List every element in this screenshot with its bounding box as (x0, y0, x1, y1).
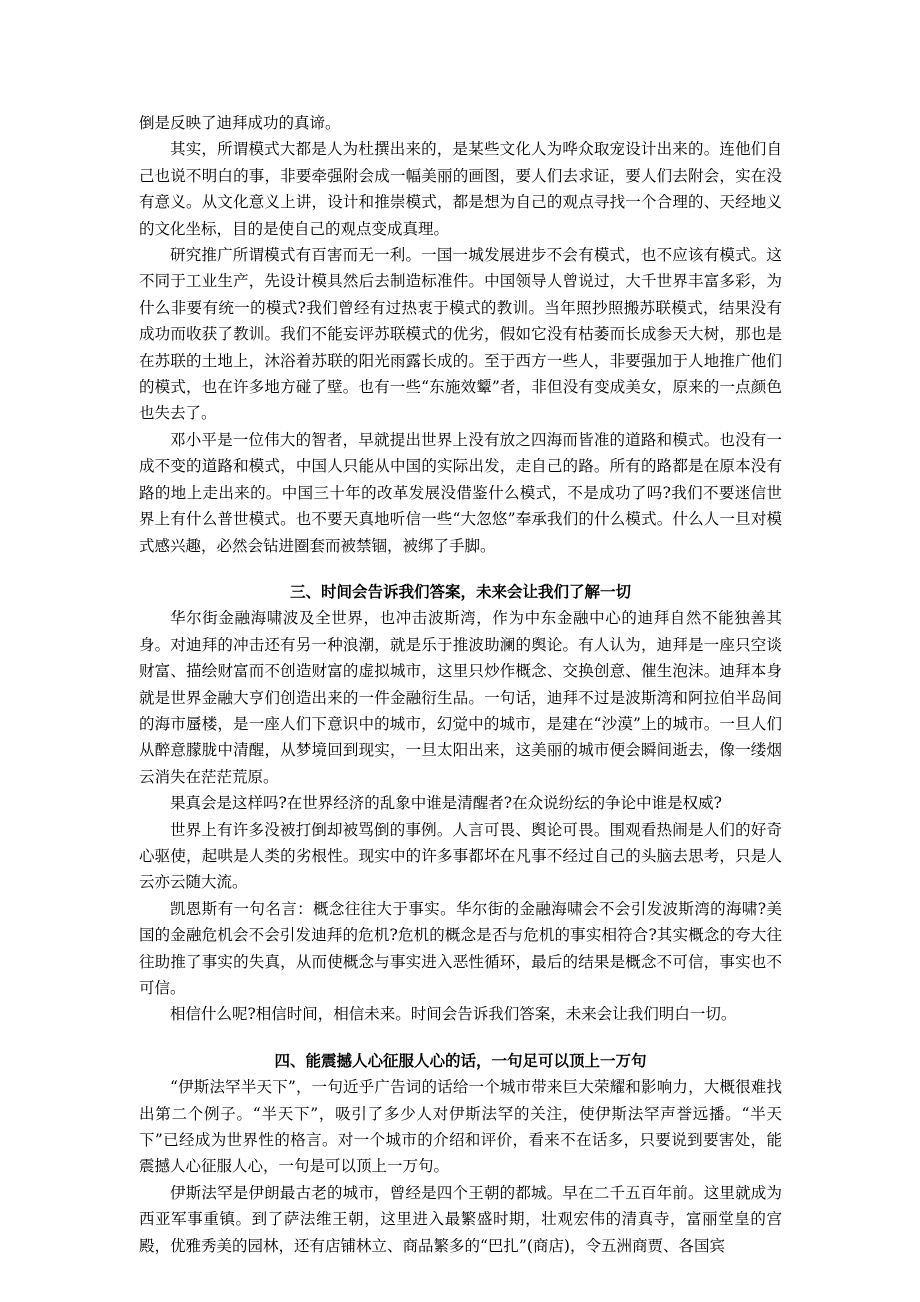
paragraph: “伊斯法罕半天下”，一句近乎广告词的话给一个城市带来巨大荣耀和影响力，大概很难找出第二个例子。“半天下”，吸引了多少人对伊斯法罕的关注，使伊斯法罕声誉远播。“半天下”已经成为世界性的格言。对一个城市的介绍和评价，看来不在话多，只要说到要害处，能震撼人心征服人心，一句是可以顶上一万句。 (139, 1078, 782, 1176)
section-heading: 四、能震撼人心征服人心的话，一句足可以顶上一万句 (274, 1050, 647, 1070)
paragraph: 凯恩斯有一句名言：概念往往大于事实。华尔街的金融海啸会不会引发波斯湾的海啸?美国的金融危机会不会引发迪拜的危机?危机的概念是否与危机的事实相符合?其实概念的夸大往往助推了事实的失真，从而使概念与事实进入恶性循环，最后的结果是概念不可信，事实也不可信。 (139, 899, 782, 997)
paragraph: 邓小平是一位伟大的智者，早就提出世界上没有放之四海而皆准的道路和模式。也没有一成不变的道路和模式，中国人只能从中国的实际出发，走自己的路。所有的路都是在原本没有路的地上走出来的。中国三十年的改革发展没借鉴什么模式，不是成功了吗?我们不要迷信世界上有什么普世模式。也不要天真地听信一些“大忽悠”奉承我们的什么模式。什么人一旦对模式感兴趣，必然会钻进圈套而被禁锢，被绑了手脚。 (139, 430, 782, 555)
paragraph: 世界上有许多没被打倒却被骂倒的事例。人言可畏、舆论可畏。围观看热闹是人们的好奇心驱使，起哄是人类的劣根性。现实中的许多事都坏在凡事不经过自己的头脑去思考，只是人云亦云随大流。 (139, 820, 782, 892)
section-heading: 三、时间会告诉我们答案，未来会让我们了解一切 (289, 581, 631, 601)
paragraph-continuation: 倒是反映了迪拜成功的真谛。 (139, 114, 341, 132)
paragraph: 果真会是这样吗?在世界经济的乱象中谁是清醒者?在众说纷纭的争论中谁是权威? (170, 794, 722, 813)
paragraph: 华尔街金融海啸波及全世界，也冲击波斯湾，作为中东金融中心的迪拜自然不能独善其身。对迪拜的冲击还有另一种浪潮，就是乐于推波助澜的舆论。有人认为，迪拜是一座只空谈财富、描绘财富而不创造财富的虚拟城市，这里只炒作概念、交换创意、催生泡沫。迪拜本身就是世界金融大亨们创造出来的一件金融衍生品。一句话，迪拜不过是波斯湾和阿拉伯半岛间的海市蜃楼，是一座人们下意识中的城市，幻觉中的城市，是建在“沙漠”上的城市。一旦人们从醉意朦胧中清醒，从梦境回到现实，一旦太阳出来，这美丽的城市便会瞬间逝去，像一缕烟云消失在茫茫荒原。 (139, 609, 782, 786)
paragraph: 伊斯法罕是伊朗最古老的城市，曾经是四个王朝的都城。早在二千五百年前。这里就成为西亚军事重镇。到了萨法维王朝，这里进入最繁盛时期，壮观宏伟的清真寺，富丽堂皇的宫殿，优雅秀美的园林，还有店铺林立、商品繁多的“巴扎”(商店)，令五洲商贾、各国宾 (139, 1183, 782, 1255)
paragraph: 研究推广所谓模式有百害而无一利。一国一城发展进步不会有模式，也不应该有模式。这不同于工业生产，先设计模具然后去制造标准件。中国领导人曾说过，大千世界丰富多彩，为什么非要有统一的模式?我们曾经有过热衷于模式的教训。当年照抄照搬苏联模式，结果没有成功而收获了教训。我们不能妄评苏联模式的优劣，假如它没有枯萎而长成参天大树，那也是在苏联的土地上，沐浴着苏联的阳光雨露长成的。至于西方一些人，非要强加于人地推广他们的模式，也在许多地方碰了壁。也有一些“东施效颦”者，非但没有变成美女，原来的一点颜色也失去了。 (139, 246, 782, 423)
paragraph: 相信什么呢?相信时间，相信未来。时间会告诉我们答案，未来会让我们明白一切。 (170, 1005, 737, 1024)
paragraph: 其实，所谓模式大都是人为杜撰出来的，是某些文化人为哗众取宠设计出来的。连他们自己也说不明白的事，非要牵强附会成一幅美丽的画图，要人们去求证，要人们去附会，实在没有意义。从文化意义上讲，设计和推崇模式，都是想为自己的观点寻找一个合理的、天经地义的文化坐标，目的是使自己的观点变成真理。 (139, 140, 782, 238)
document-page (139, 110, 782, 1259)
